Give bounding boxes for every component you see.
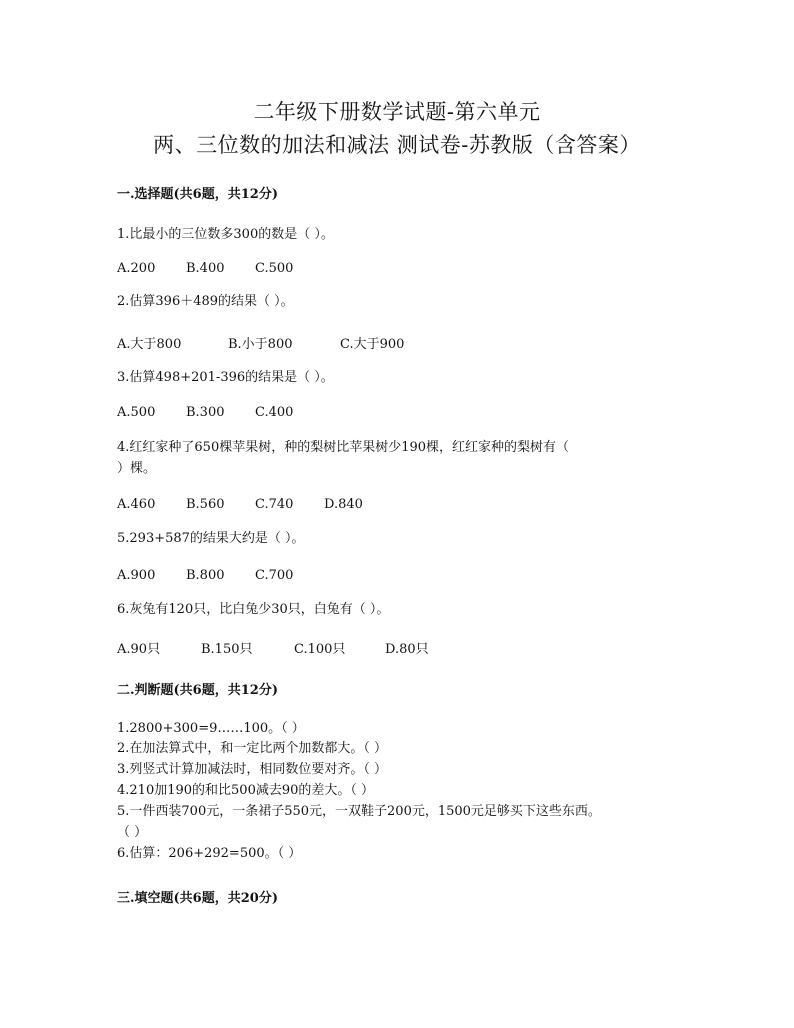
- judge-item-2: 2.在加法算式中，和一定比两个加数都大。（ ）: [117, 741, 388, 756]
- question-2-stem: 2.估算396＋489的结果（ ）。: [117, 294, 294, 309]
- option-b: B.小于800: [228, 337, 293, 352]
- option-c: C.400: [255, 405, 294, 420]
- option-c: C.大于900: [340, 337, 405, 352]
- option-b: B.800: [186, 568, 225, 583]
- question-6-stem: 6.灰兔有120只，比白兔少30只，白兔有（ ）。: [117, 602, 390, 617]
- option-b: B.150只: [201, 642, 253, 657]
- judge-item-5-line-2: （ ）: [117, 825, 148, 840]
- question-3-stem: 3.估算498+201-396的结果是（ ）。: [117, 370, 334, 385]
- title-line-1: 二年级下册数学试题-第六单元: [253, 100, 541, 124]
- option-b: B.560: [186, 497, 225, 512]
- option-c: C.100只: [294, 642, 346, 657]
- option-a: A.500: [117, 405, 156, 420]
- option-b: B.300: [186, 405, 225, 420]
- section-heading-judge: 二.判断题(共6题，共12分): [117, 683, 278, 698]
- section-heading-choice: 一.选择题(共6题，共12分): [117, 187, 278, 202]
- judge-item-4: 4.210加190的和比500减去90的差大。（ ）: [117, 783, 375, 798]
- option-c: C.740: [255, 497, 294, 512]
- option-c: C.500: [255, 261, 294, 276]
- option-a: A.90只: [117, 642, 161, 657]
- judge-item-5-line-1: 5.一件西装700元，一条裙子550元，一双鞋子200元，1500元足够买下这些东西。: [117, 804, 601, 819]
- option-a: A.大于800: [117, 337, 182, 352]
- option-c: C.700: [255, 568, 294, 583]
- section-heading-fill: 三.填空题(共6题，共20分): [117, 891, 278, 906]
- option-a: A.460: [117, 497, 156, 512]
- judge-item-3: 3.列竖式计算加减法时，相同数位要对齐。（ ）: [117, 762, 388, 777]
- option-b: B.400: [186, 261, 225, 276]
- question-4-stem-line-2: ）棵。: [117, 461, 157, 476]
- judge-item-1: 1.2800+300=9……100。（ ）: [117, 721, 305, 736]
- title-line-2: 两、三位数的加法和减法 测试卷-苏教版（含答案）: [153, 133, 641, 157]
- question-5-stem: 5.293+587的结果大约是（ ）。: [117, 531, 305, 546]
- option-d: D.80只: [385, 642, 429, 657]
- option-a: A.200: [117, 261, 156, 276]
- option-a: A.900: [117, 568, 156, 583]
- question-1-stem: 1.比最小的三位数多300的数是（ ）。: [117, 227, 334, 242]
- judge-item-6: 6.估算：206+292=500。（ ）: [117, 846, 302, 861]
- option-d: D.840: [324, 497, 363, 512]
- question-4-stem-line-1: 4.红红家种了650棵苹果树，种的梨树比苹果树少190棵，红红家种的梨树有（: [117, 440, 570, 455]
